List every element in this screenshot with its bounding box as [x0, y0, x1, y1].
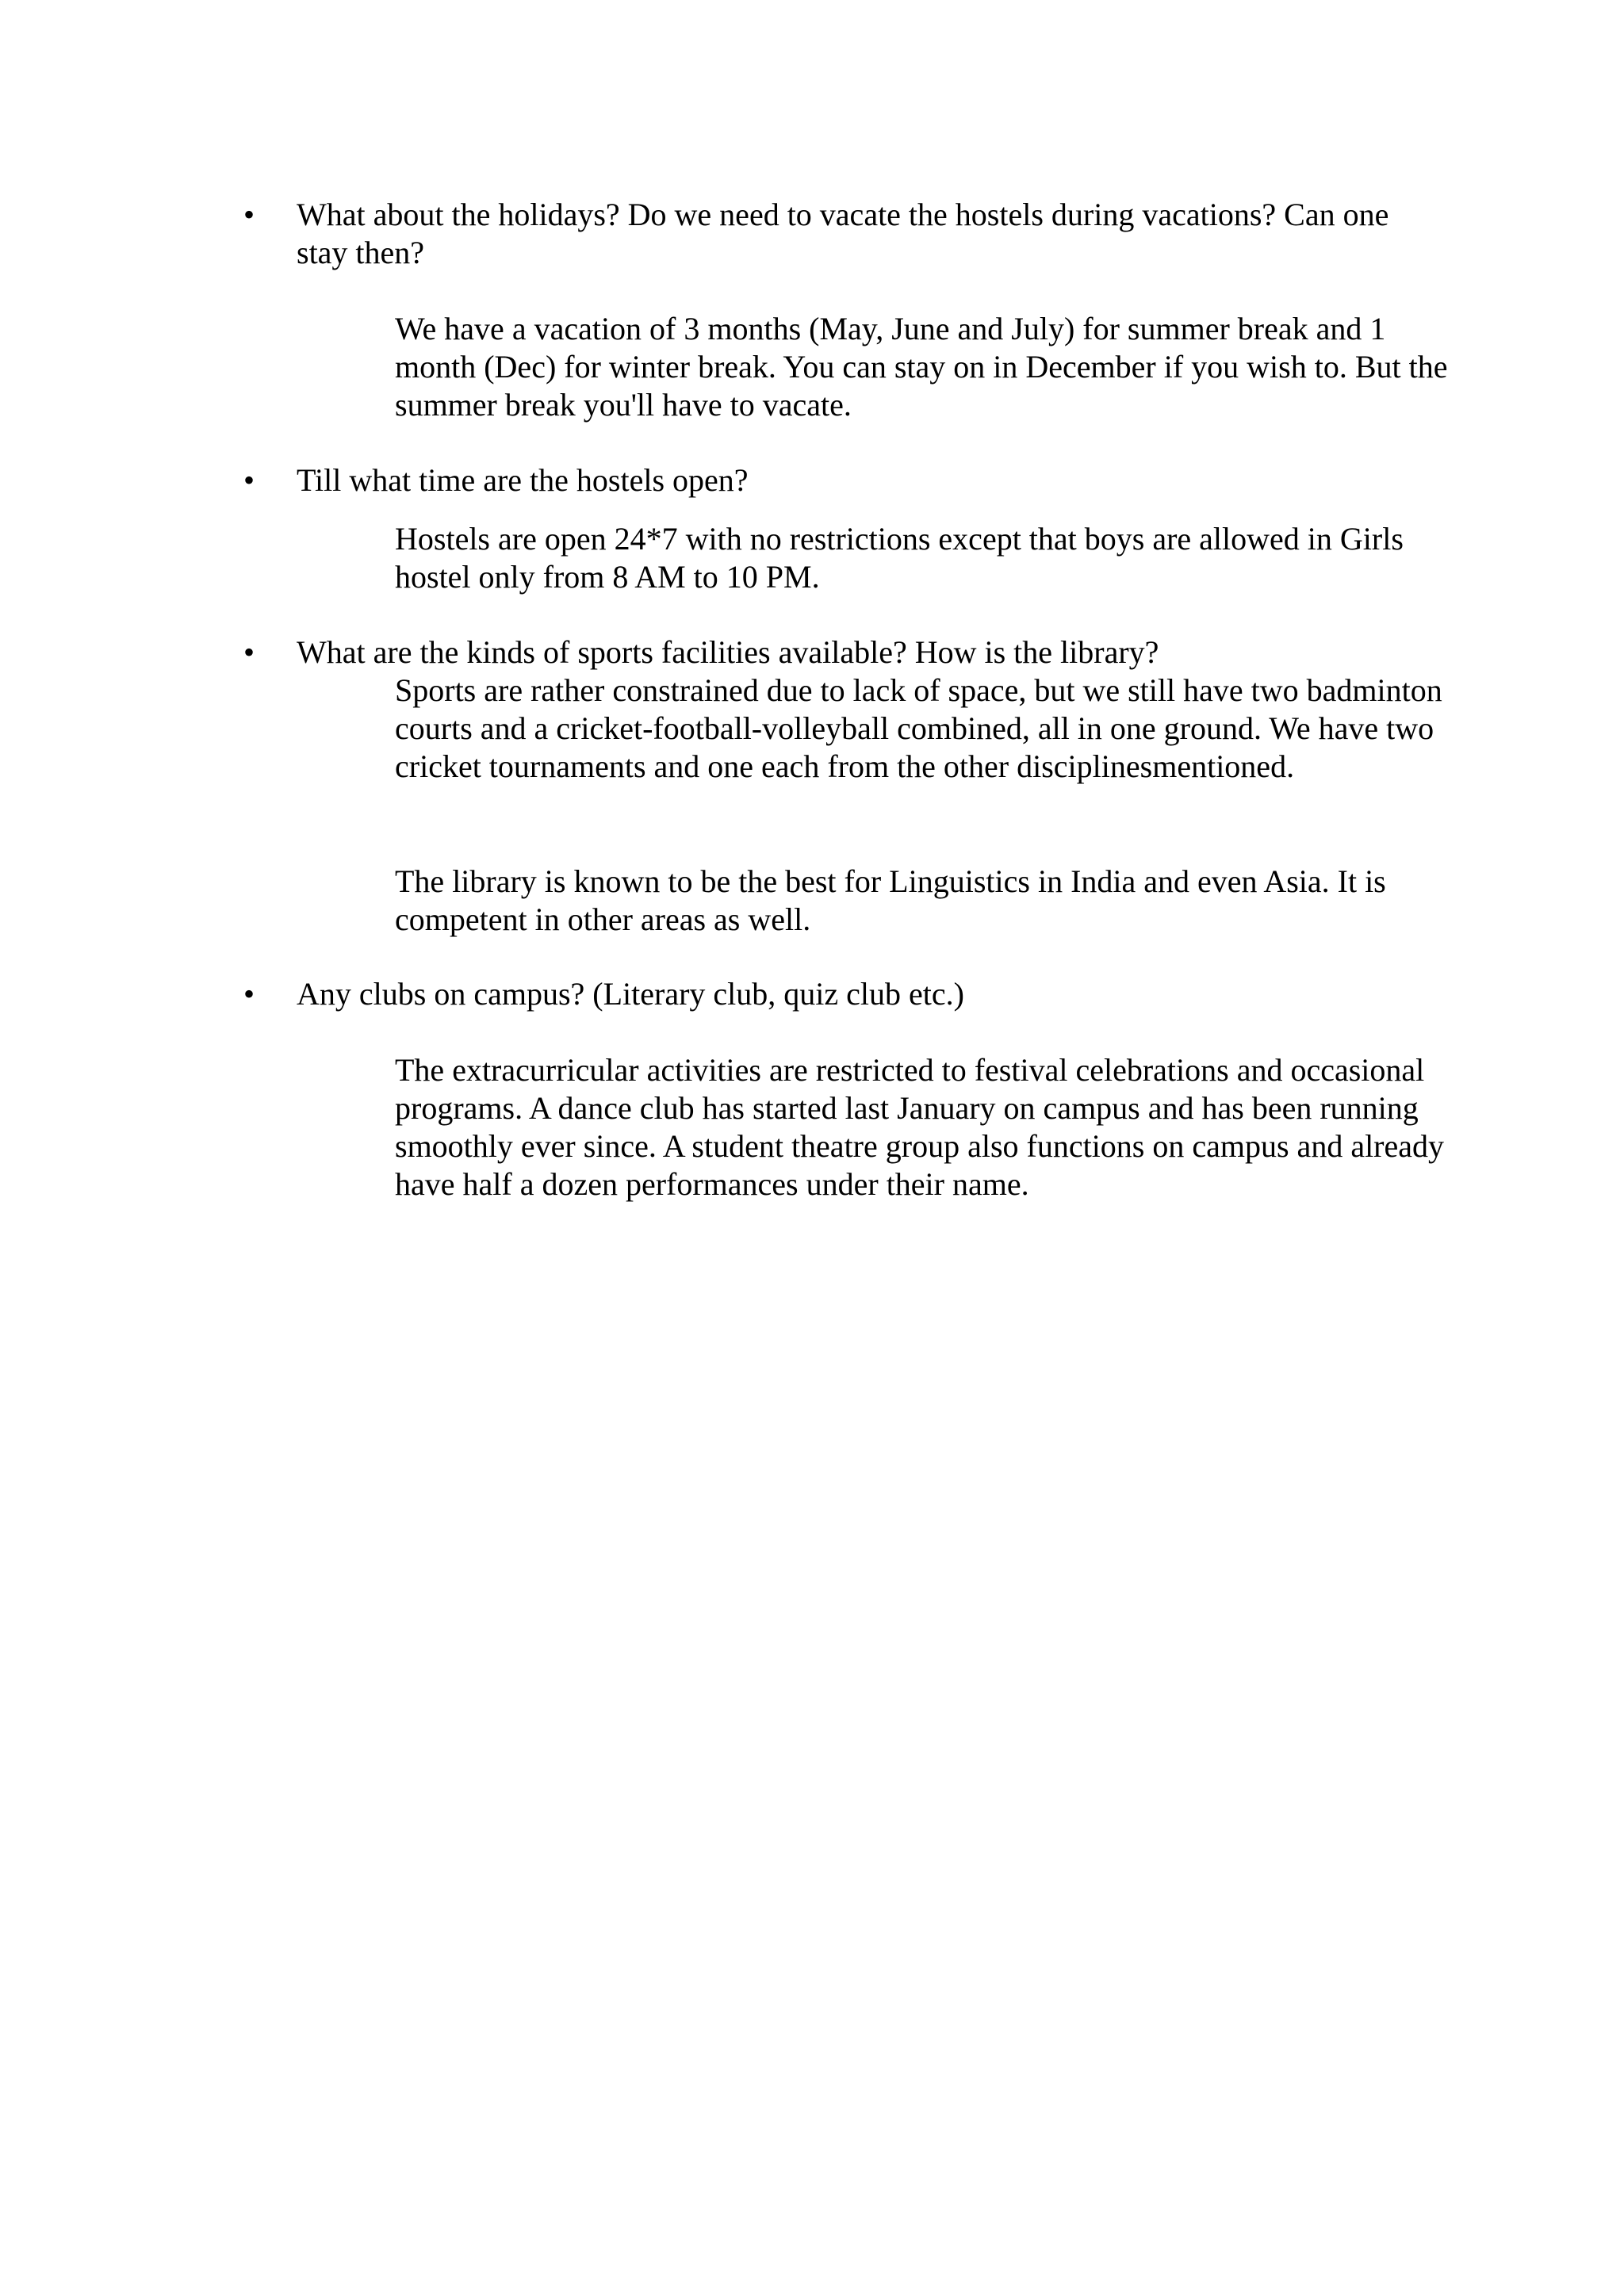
bullet-point: • [243, 976, 255, 1012]
question-holidays: What about the holidays? Do we need to vacate the hostels during vacations? Can one stay then? [297, 197, 1397, 270]
question-hostel-timings: Till what time are the hostels open? [297, 462, 749, 498]
answer-holidays: We have a vacation of 3 months (May, June and July) for summer break and 1 month (Dec) for winter break. You can stay on in December if you wish to. But the summer break you'll have to vacate. [395, 311, 1456, 423]
bullet-point: • [243, 634, 255, 670]
answer-sports: Sports are rather constrained due to lack of space, but we still have two badminton courts and a cricket-football-volleyball combined, all in one ground. We have two cricket tournaments and one each from the other disciplinesmentioned. [395, 672, 1450, 784]
answer-clubs: The extracurricular activities are restricted to festival celebrations and occasional programs. A dance club has started last January on campus and has been running smoothly ever since. A student theatre group also functions on campus and already have half a dozen performances under their name. [395, 1052, 1453, 1202]
answer-hostel-timings: Hostels are open 24*7 with no restrictions except that boys are allowed in Girls hostel only from 8 AM to 10 PM. [395, 521, 1411, 595]
answer-library: The library is known to be the best for Linguistics in India and even Asia. It is competent in other areas as well. [395, 863, 1394, 937]
bullet-point: • [243, 197, 255, 232]
question-clubs: Any clubs on campus? (Literary club, quiz club etc.) [297, 976, 964, 1012]
bullet-point: • [243, 462, 255, 498]
question-sports-library: What are the kinds of sports facilities available? How is the library? [297, 634, 1159, 670]
